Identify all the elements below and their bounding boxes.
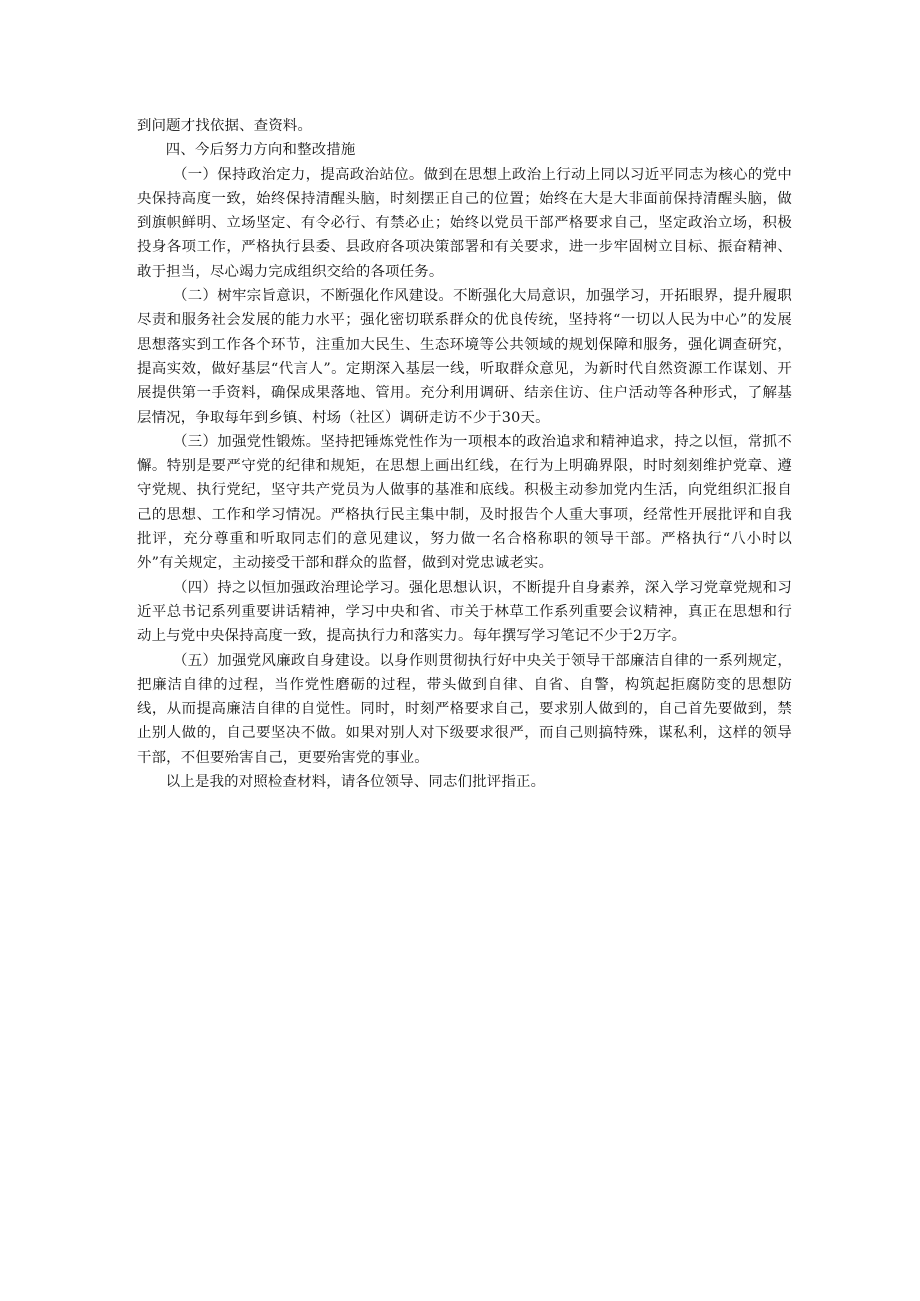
paragraph-3: （三）加强党性锻炼。坚持把锤炼党性作为一项根本的政治追求和精神追求，持之以恒，常抓不懈。特别是要严守党的纪律和规矩，在思想上画出红线，在行为上明确界限，时时刻刻维护党章、遵守党规、执行党纪，坚守共产党员为人做事的基准和底线。积极主动参加党内生活，向党组织汇报自己的思想、工作和学习情况。严格执行民主集中制，及时报告个人重大事项，经常性开展批评和自我批评，充分尊重和听取同志们的意见建议，努力做一名合格称职的领导干部。严格执行“八小时以外”有关规定，主动接受干部和群众的监督，做到对党忠诚老实。	[137, 433, 792, 572]
lead-line: 到问题才找依据、查资料。	[137, 118, 313, 134]
section-heading: 四、今后努力方向和整改措施	[165, 142, 356, 159]
closing-statement: 以上是我的对照检查材料，请各位领导、同志们批评指正。	[165, 774, 546, 791]
paragraph-1: （一）保持政治定力，提高政治站位。做到在思想上政治上行动上同以习近平同志为核心的党中央保持高度一致，始终保持清醒头脑，时刻摆正自己的位置；始终在大是大非面前保持清醒头脑，做到旗帜鲜明、立场坚定、有令必行、有禁必止；始终以党员干部严格要求自己，坚定政治立场，积极投身各项工作，严格执行县委、县政府各项决策部署和有关要求，进一步牢固树立目标、振奋精神、敢于担当，尽心竭力完成组织交给的各项任务。	[137, 166, 792, 280]
paragraph-5: （五）加强党风廉政自身建设。以身作则贯彻执行好中央关于领导干部廉洁自律的一系列规定，把廉洁自律的过程，当作党性磨砺的过程，带头做到自律、自省、自警，构筑起拒腐防变的思想防线，从而提高廉洁自律的自觉性。同时，时刻严格要求自己，要求别人做到的，自己首先要做到，禁止别人做的，自己要坚决不做。如果对别人对下级要求很严，而自己则搞特殊，谋私利，这样的领导干部，不但要殆害自己，更要殆害党的事业。	[137, 652, 792, 766]
paragraph-2: （二）树牢宗旨意识，不断强化作风建设。不断强化大局意识，加强学习，开拓眼界，提升履职尽责和服务社会发展的能力水平；强化密切联系群众的优良传统，坚持将“一切以人民为中心”的发展思想落实到工作各个环节，注重加大民生、生态环境等公共领域的规划保障和服务，强化调查研究，提高实效，做好基层“代言人”。定期深入基层一线，听取群众意见，为新时代自然资源工作谋划、开展提供第一手资料，确保成果落地、管用。充分利用调研、结亲住访、住户活动等各种形式，了解基层情况，争取每年到乡镇、村场（社区）调研走访不少于30天。	[137, 288, 792, 426]
document-body	[137, 114, 792, 794]
paragraph-4: （四）持之以恒加强政治理论学习。强化思想认识，不断提升自身素养，深入学习党章党规和习近平总书记系列重要讲话精神，学习中央和省、市关于林草工作系列重要会议精神，真正在思想和行动上与党中央保持高度一致，提高执行力和落实力。每年撰写学习笔记不少于2万字。	[137, 579, 792, 645]
